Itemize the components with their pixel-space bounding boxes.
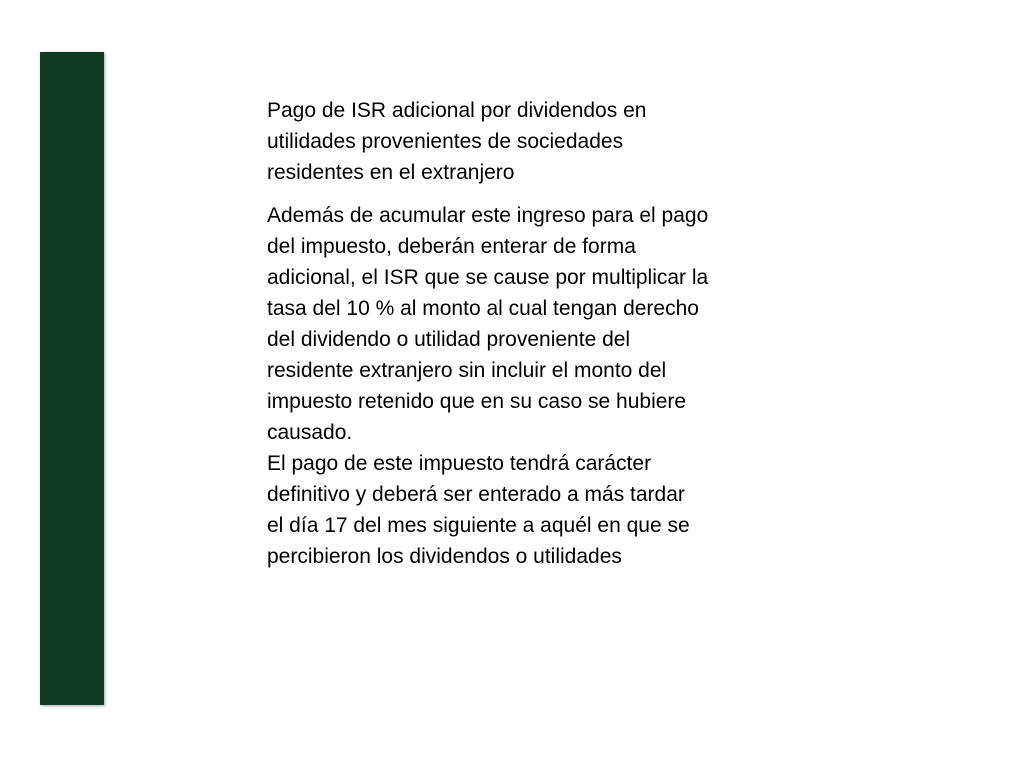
paragraph-line: causado. [267, 421, 353, 444]
paragraph-line: El pago de este impuesto tendrá carácter [267, 452, 652, 475]
paragraph-line: Además de acumular este ingreso para el pago [267, 204, 709, 227]
slide-heading [267, 95, 767, 188]
paragraph-line: del impuesto, deberán enterar de forma [267, 235, 636, 258]
heading-line: utilidades provenientes de sociedades [267, 130, 624, 153]
paragraph-line: del dividendo o utilidad proveniente del [267, 328, 631, 351]
body-paragraph-2 [267, 448, 767, 572]
heading-line: residentes en el extranjero [267, 161, 515, 184]
slide-content [267, 95, 767, 572]
paragraph-line: el día 17 del mes siguiente a aquél en que se [267, 514, 690, 537]
paragraph-line: adicional, el ISR que se cause por multiplicar la [267, 266, 709, 289]
paragraph-line: tasa del 10 % al monto al cual tengan derecho [267, 297, 699, 320]
paragraph-line: definitivo y deberá ser enterado a más tardar [267, 483, 685, 506]
paragraph-line: percibieron los dividendos o utilidades [267, 545, 622, 568]
side-accent-bar [40, 52, 104, 705]
heading-line: Pago de ISR adicional por dividendos en [267, 99, 647, 122]
paragraph-line: residente extranjero sin incluir el monto del [267, 359, 667, 382]
paragraph-line: impuesto retenido que en su caso se hubiere [267, 390, 687, 413]
body-paragraph-1 [267, 200, 767, 448]
